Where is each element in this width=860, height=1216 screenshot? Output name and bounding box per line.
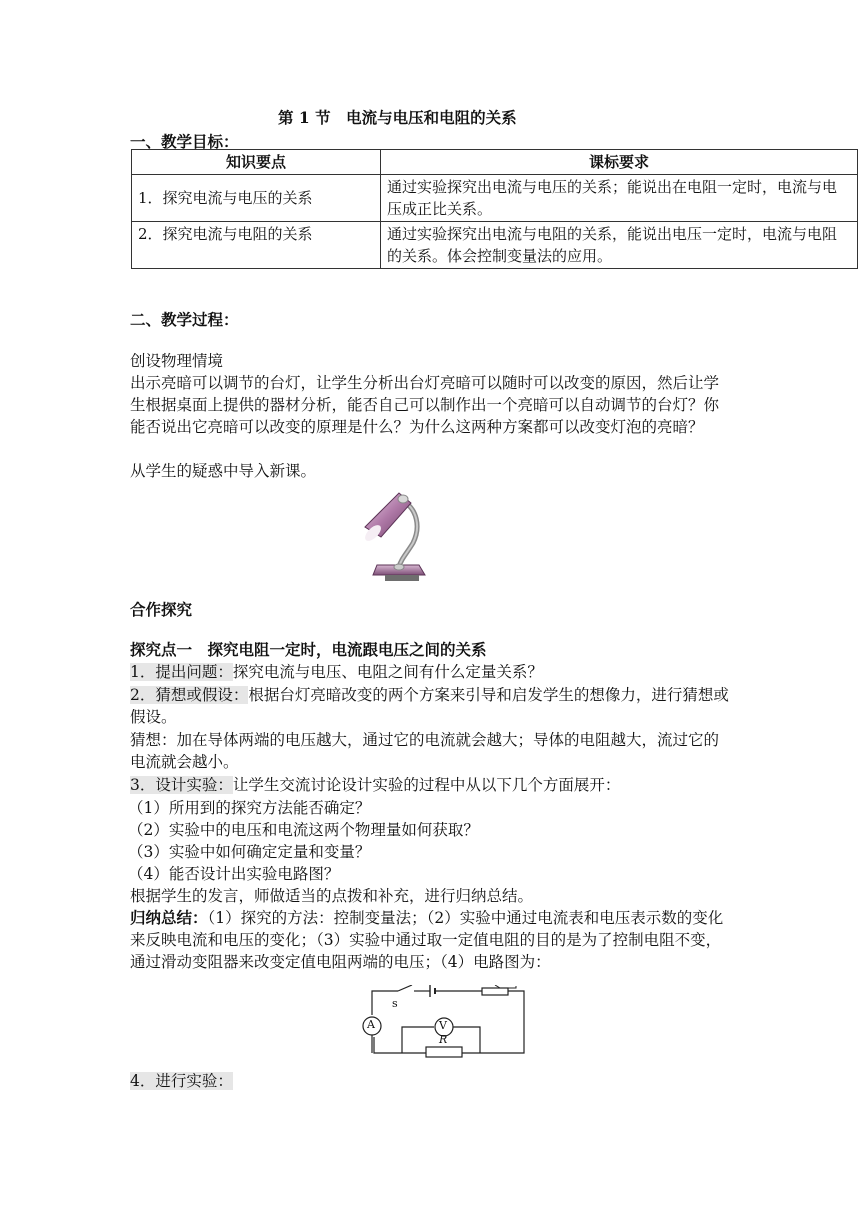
voltmeter-label: V	[439, 1019, 447, 1032]
table-cell-requirement: 通过实验探究出电流与电压的关系；能说出在电阻一定时，电流与电压成正比关系。	[381, 175, 858, 222]
summary-lead: 根据学生的发言，师做适当的点拨和补充，进行归纳总结。	[130, 887, 534, 905]
summary-text: （1）探究的方法：控制变量法；（2）实验中通过电流表和电压表示数的变化来反映电流和电压的变化；（3）实验中通过取一定值电阻的目的是为了控制电阻不变，通过滑动变阻器来改变定值电阻两端的电压；（4）电路图为：	[130, 909, 724, 972]
step4-label: 4．进行实验：	[130, 1072, 233, 1090]
summary-label: 归纳总结：	[130, 908, 208, 927]
table-cell-point: 1．探究电流与电压的关系	[132, 175, 381, 222]
step3-text: 让学生交流讨论设计实验的过程中从以下几个方面展开：	[232, 776, 621, 794]
table-cell-point: 2．探究电流与电阻的关系	[132, 222, 381, 269]
step3	[130, 774, 620, 796]
question-4: （4）能否设计出实验电路图？	[128, 865, 340, 883]
table-header-row	[132, 150, 858, 175]
desk-lamp-image	[355, 487, 437, 587]
section-heading-process: 二、教学过程：	[130, 310, 239, 329]
summary	[130, 907, 730, 974]
resistor-label: R	[439, 1033, 448, 1046]
explore1-heading: 探究点一 探究电阻一定时，电流跟电压之间的关系	[130, 640, 487, 659]
intro-lead: 从学生的疑惑中导入新课。	[130, 462, 317, 480]
step1	[130, 661, 543, 683]
step2-label: 2．猜想或假设：	[130, 686, 249, 704]
table-cell-requirement: 通过实验探究出电流与电阻的关系，能说出电压一定时，电流与电阻的关系。体会控制变量法的应用。	[381, 222, 858, 269]
question-3: （3）实验中如何确定定量和变量？	[128, 843, 371, 861]
guess-text: 猜想：加在导体两端的电压越大，通过它的电流就会越大；导体的电阻越大，流过它的电流就会越小。	[130, 731, 720, 772]
section-heading-objectives: 一、教学目标：	[130, 132, 239, 151]
step4	[130, 1070, 233, 1092]
coop-heading: 合作探究	[130, 600, 193, 619]
ammeter-label: A	[367, 1018, 375, 1031]
intro-body: 出示亮暗可以调节的台灯，让学生分析出台灯亮暗可以随时可以改变的原因，然后让学生根据桌面上提供的器材分析，能否自己可以制作出一个亮暗可以自动调节的台灯？你能否说出它亮暗可以改变的原理是什么？为什么这两种方案都可以改变灯泡的亮暗？	[130, 374, 720, 437]
step3-label: 3．设计实验：	[130, 776, 233, 794]
question-1: （1）所用到的探究方法能否确定？	[128, 799, 371, 817]
table-row	[132, 175, 858, 222]
table-header: 课标要求	[381, 150, 858, 175]
step2	[130, 684, 730, 728]
page-title: 第 1 节 电流与电压和电阻的关系	[278, 108, 517, 127]
table-header: 知识要点	[132, 150, 381, 175]
step1-label: 1．提出问题：	[130, 663, 233, 681]
table-row	[132, 222, 858, 269]
intro-heading: 创设物理情境	[130, 352, 224, 370]
question-2: （2）实验中的电压和电流这两个物理量如何获取？	[128, 821, 479, 839]
circuit-diagram	[352, 985, 530, 1058]
step2-text: 根据台灯亮暗改变的两个方案来引导和启发学生的想像力，进行猜想或假设。	[130, 686, 729, 727]
step1-text: 探究电流与电压、电阻之间有什么定量关系？	[232, 663, 543, 681]
objectives-table	[131, 149, 858, 269]
switch-label: s	[392, 997, 398, 1010]
